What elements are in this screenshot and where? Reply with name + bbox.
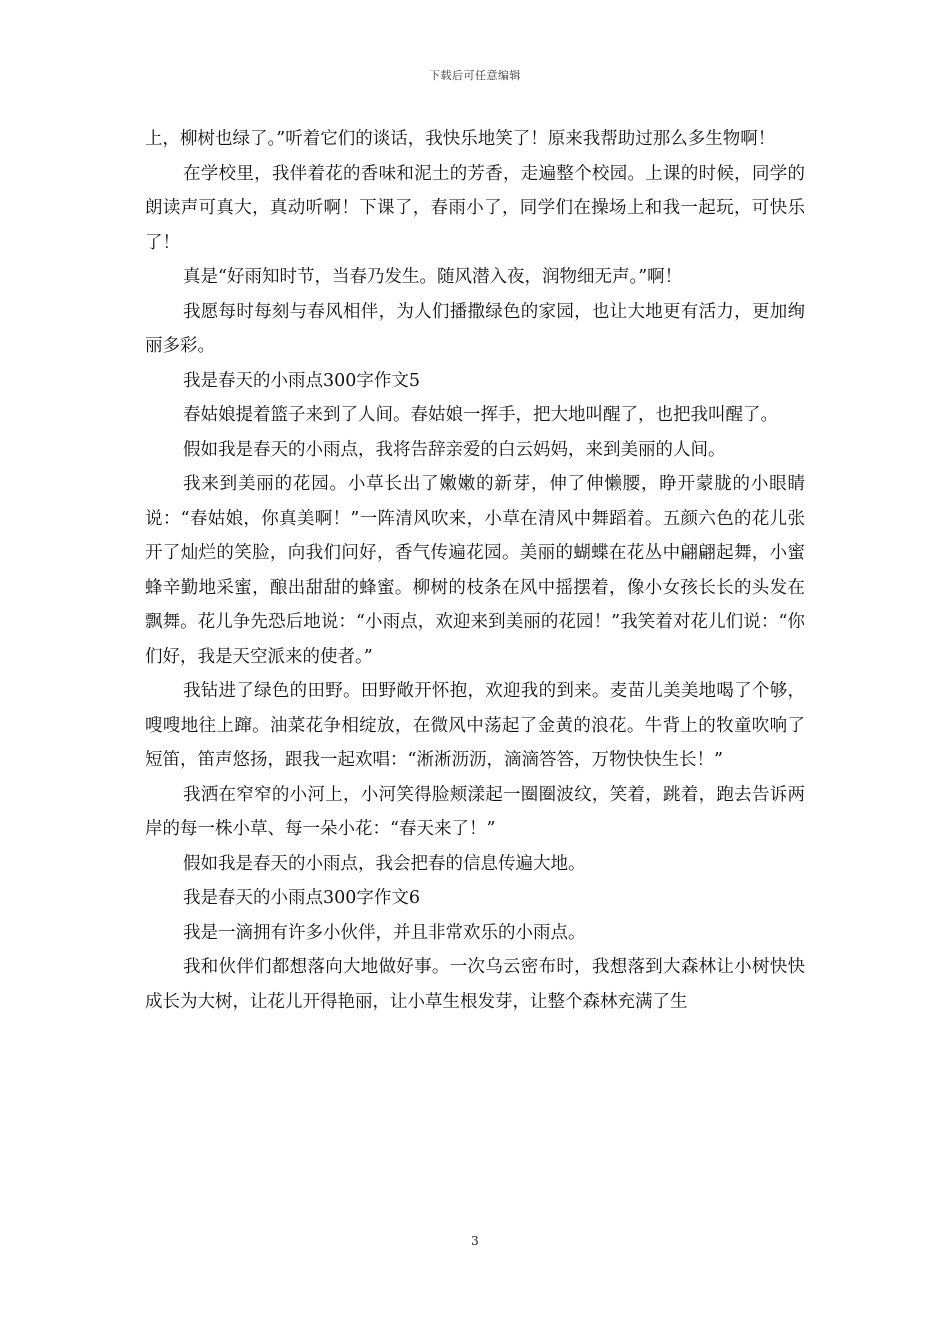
paragraph: 我钻进了绿色的田野。田野敞开怀抱，欢迎我的到来。麦苗儿美美地喝了个够，嗖嗖地往上蹿。油菜花争相绽放，在微风中荡起了金黄的浪花。牛背上的牧童吹响了短笛，笛声悠扬，跟我一起欢唱：“淅淅沥沥，滴滴答答，万物快快生长！” bbox=[145, 681, 805, 770]
paragraph: 我洒在窄窄的小河上，小河笑得脸颊漾起一圈圈波纹，笑着，跳着，跑去告诉两岸的每一株小草、每一朵小花：“春天来了！” bbox=[145, 784, 805, 839]
paragraph: 假如我是春天的小雨点，我将告辞亲爱的白云妈妈，来到美丽的人间。 bbox=[183, 439, 726, 460]
paragraph: 我愿每时每刻与春风相伴，为人们播撒绿色的家园，也让大地更有活力，更加绚丽多彩。 bbox=[145, 301, 805, 356]
paragraph: 我来到美丽的花园。小草长出了嫩嫩的新芽，伸了伸懒腰，睁开蒙胧的小眼睛说：“春姑娘，你真美啊！”一阵清风吹来，小草在清风中舞蹈着。五颜六色的花儿张开了灿烂的笑脸，向我们问好，香气传遍花园。美丽的蝴蝶在花丛中翩翩起舞，小蜜蜂辛勤地采蜜，酿出甜甜的蜂蜜。柳树的枝条在风中摇摆着，像小女孩长长的头发在飘舞。花儿争先恐后地说：“小雨点，欢迎来到美丽的花园！”我笑着对花儿们说：“你们好，我是天空派来的使者。” bbox=[145, 474, 805, 667]
paragraph: 我和伙伴们都想落向大地做好事。一次乌云密布时，我想落到大森林让小树快快成长为大树，让花儿开得艳丽，让小草生根发芽，让整个森林充满了生 bbox=[145, 957, 805, 1012]
page-number: 3 bbox=[471, 1234, 479, 1248]
document-body bbox=[145, 122, 805, 1019]
paragraph: 我是一滴拥有许多小伙伴，并且非常欢乐的小雨点。 bbox=[183, 922, 586, 943]
section-heading: 我是春天的小雨点300字作文6 bbox=[183, 888, 421, 908]
page-header: 下载后可任意编辑 bbox=[429, 69, 521, 82]
section-heading: 我是春天的小雨点300字作文5 bbox=[183, 370, 421, 391]
paragraph: 上，柳树也绿了。”听着它们的谈话，我快乐地笑了！原来我帮助过那么多生物啊！ bbox=[145, 129, 776, 149]
paragraph: 真是“好雨知时节，当春乃发生。随风潜入夜，润物细无声。”啊！ bbox=[183, 267, 683, 287]
paragraph: 在学校里，我伴着花的香味和泥土的芳香，走遍整个校园。上课的时候，同学的朗读声可真大，真动听啊！下课了，春雨小了，同学们在操场上和我一起玩，可快乐了！ bbox=[145, 163, 805, 253]
paragraph: 假如我是春天的小雨点，我会把春的信息传遍大地。 bbox=[183, 853, 586, 874]
paragraph: 春姑娘提着篮子来到了人间。春姑娘一挥手，把大地叫醒了，也把我叫醒了。 bbox=[183, 405, 778, 425]
